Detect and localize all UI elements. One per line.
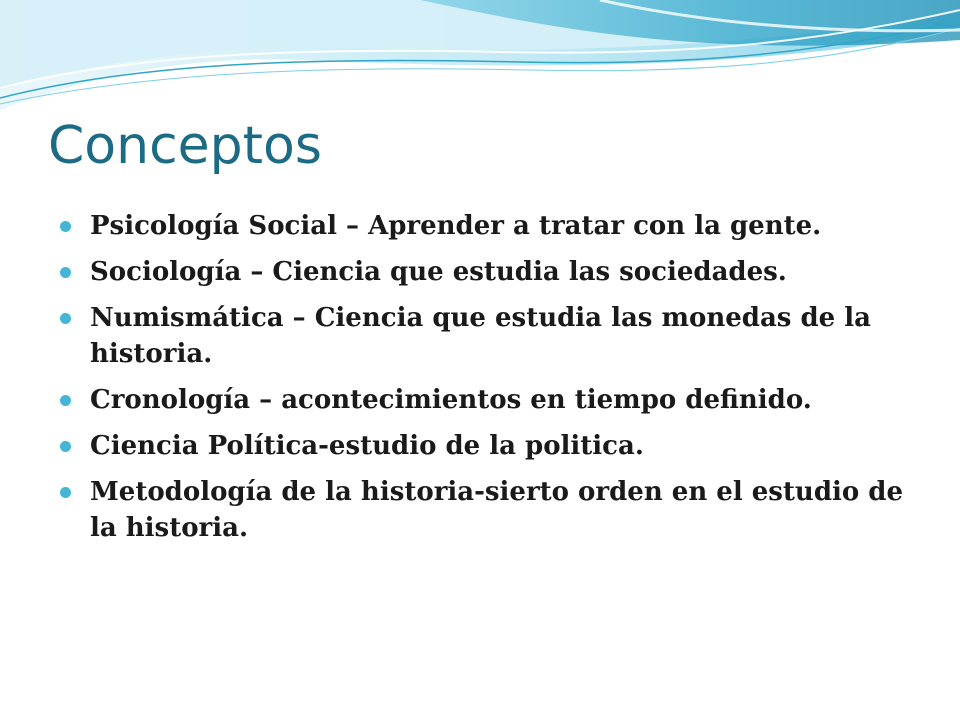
bullet-item <box>60 300 910 372</box>
bullet-text: Metodología de la historia-sierto orden en el estudio de la historia. <box>90 477 904 543</box>
bullet-text: Ciencia Política-estudio de la politica. <box>90 431 644 461</box>
bullet-dot-icon <box>60 313 71 324</box>
bullet-dot-icon <box>60 487 71 498</box>
bullet-dot-icon <box>60 221 71 232</box>
bullet-item <box>60 208 910 244</box>
bullet-item <box>60 382 910 418</box>
bullet-text: Cronología – acontecimientos en tiempo definido. <box>90 385 812 415</box>
decorative-wave-header <box>0 0 960 120</box>
bullet-item <box>60 254 910 290</box>
bullet-text: Psicología Social – Aprender a tratar con la gente. <box>90 211 822 241</box>
bullet-text: Sociología – Ciencia que estudia las sociedades. <box>90 257 787 287</box>
bullet-dot-icon <box>60 267 71 278</box>
bullet-item <box>60 474 910 546</box>
bullet-dot-icon <box>60 395 71 406</box>
bullet-dot-icon <box>60 441 71 452</box>
bullet-text: Numismática – Ciencia que estudia las monedas de la historia. <box>90 303 871 369</box>
slide-title: Conceptos <box>48 116 322 176</box>
bullet-item <box>60 428 910 464</box>
bullet-list <box>60 208 910 556</box>
